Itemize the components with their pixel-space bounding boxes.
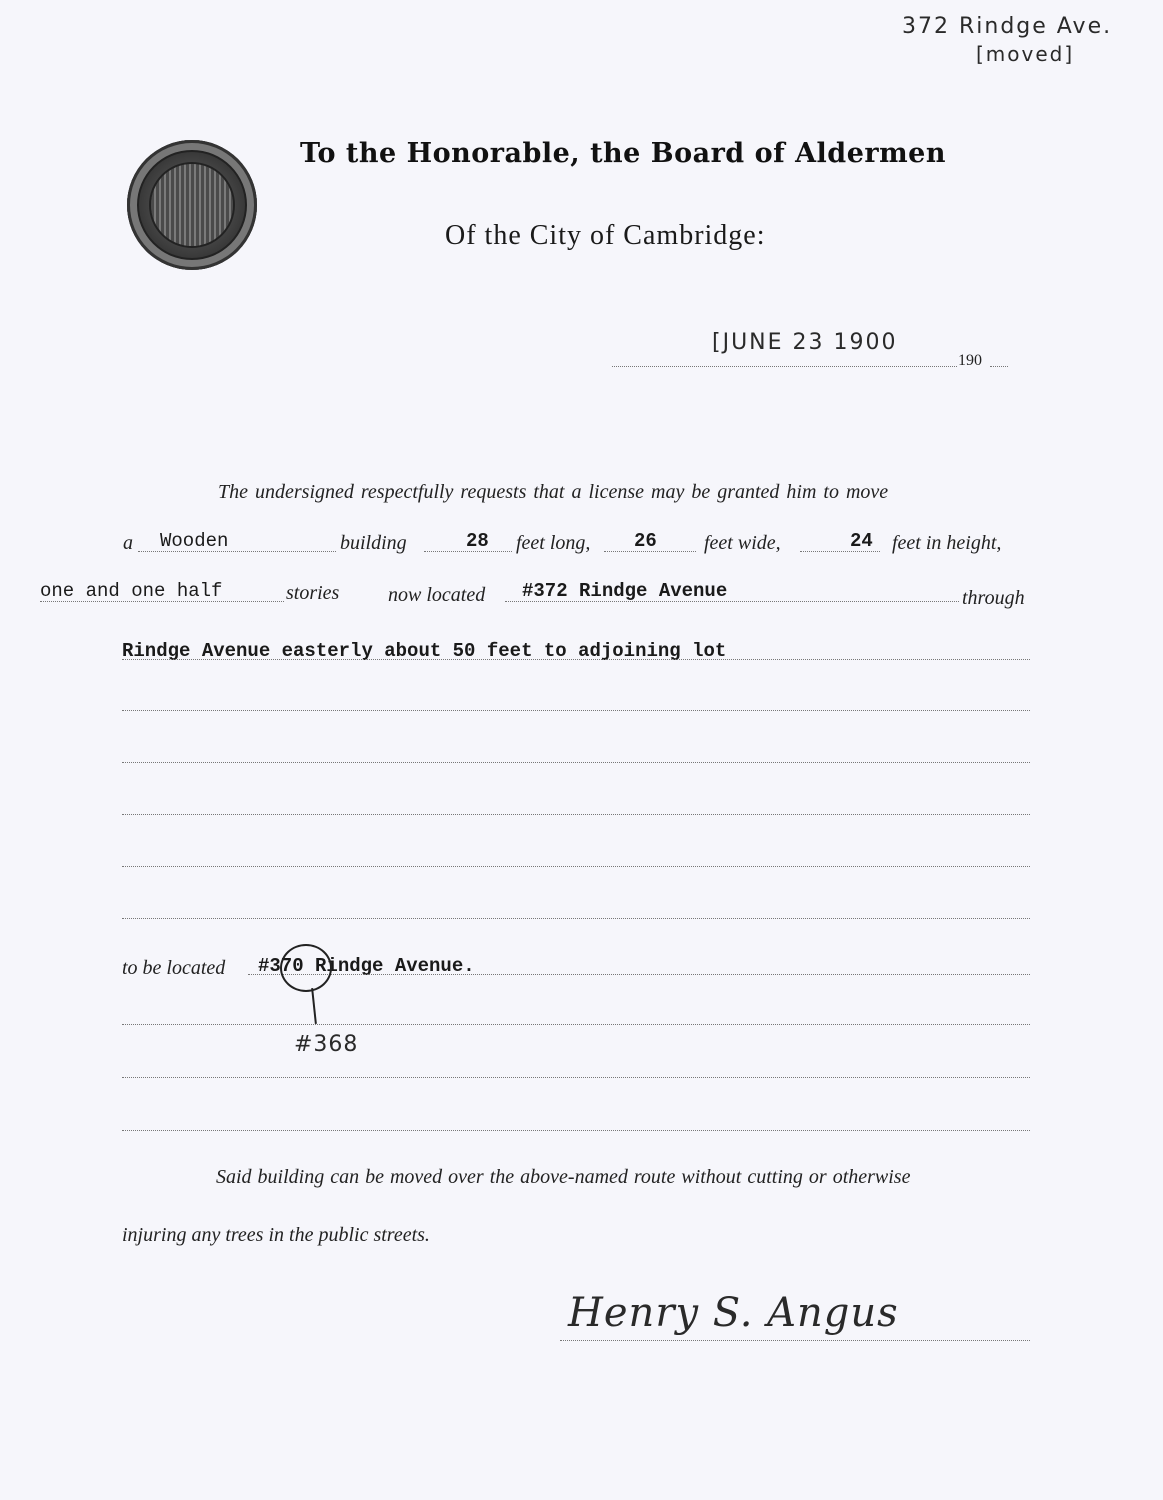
field-length: 28 xyxy=(466,530,489,552)
field-new-location: #370 Rindge Avenue. xyxy=(258,955,475,977)
field-width: 26 xyxy=(634,530,657,552)
extra-line-3 xyxy=(122,1130,1030,1131)
field-current-location: #372 Rindge Avenue xyxy=(522,580,728,602)
page-subtitle: Of the City of Cambridge: xyxy=(445,220,766,251)
field-height: 24 xyxy=(850,530,873,552)
line-current-location xyxy=(505,601,959,602)
annotation-moved: [moved] xyxy=(976,42,1075,66)
statement-line-2: injuring any trees in the public streets. xyxy=(122,1224,430,1246)
label-feet-wide: feet wide, xyxy=(704,532,781,554)
date-suffix: 190 xyxy=(958,352,982,369)
city-seal-icon xyxy=(127,140,257,270)
correction-stem xyxy=(311,988,317,1024)
label-feet-height: feet in height, xyxy=(892,532,1002,554)
page-title: To the Honorable, the Board of Aldermen xyxy=(300,138,946,169)
field-route: Rindge Avenue easterly about 50 feet to adjoining lot xyxy=(122,640,727,662)
signature-line xyxy=(560,1340,1030,1341)
label-stories: stories xyxy=(286,582,340,604)
statement-line-1: Said building can be moved over the above-named route without cutting or otherwise xyxy=(216,1166,911,1188)
date-line-end xyxy=(990,366,1008,367)
label-to-be-located: to be located xyxy=(122,957,226,979)
route-line-1 xyxy=(122,659,1030,660)
signature: Henry S. Angus xyxy=(568,1290,899,1336)
label-through: through xyxy=(962,587,1025,609)
extra-line-2 xyxy=(122,1077,1030,1078)
extra-line-1 xyxy=(122,1024,1030,1025)
route-line-2 xyxy=(122,710,1030,711)
label-building: building xyxy=(340,532,407,554)
line-stories xyxy=(40,601,284,602)
route-line-6 xyxy=(122,918,1030,919)
date-handwritten: [JUNE 23 1900 xyxy=(712,330,898,355)
field-stories: one and one half xyxy=(40,580,223,602)
intro-text: The undersigned respectfully requests that a license may be granted him to move xyxy=(218,481,889,503)
label-a: a xyxy=(123,532,133,554)
route-line-4 xyxy=(122,814,1030,815)
correction-note: #368 xyxy=(294,1032,359,1057)
field-material: Wooden xyxy=(160,530,229,552)
line-material xyxy=(138,551,336,552)
route-line-3 xyxy=(122,762,1030,763)
label-feet-long: feet long, xyxy=(516,532,591,554)
correction-circle xyxy=(280,944,332,992)
route-line-5 xyxy=(122,866,1030,867)
annotation-address: 372 Rindge Ave. xyxy=(902,14,1113,39)
label-now-located: now located xyxy=(388,584,486,606)
line-new-location xyxy=(248,974,1030,975)
date-line xyxy=(612,366,957,367)
